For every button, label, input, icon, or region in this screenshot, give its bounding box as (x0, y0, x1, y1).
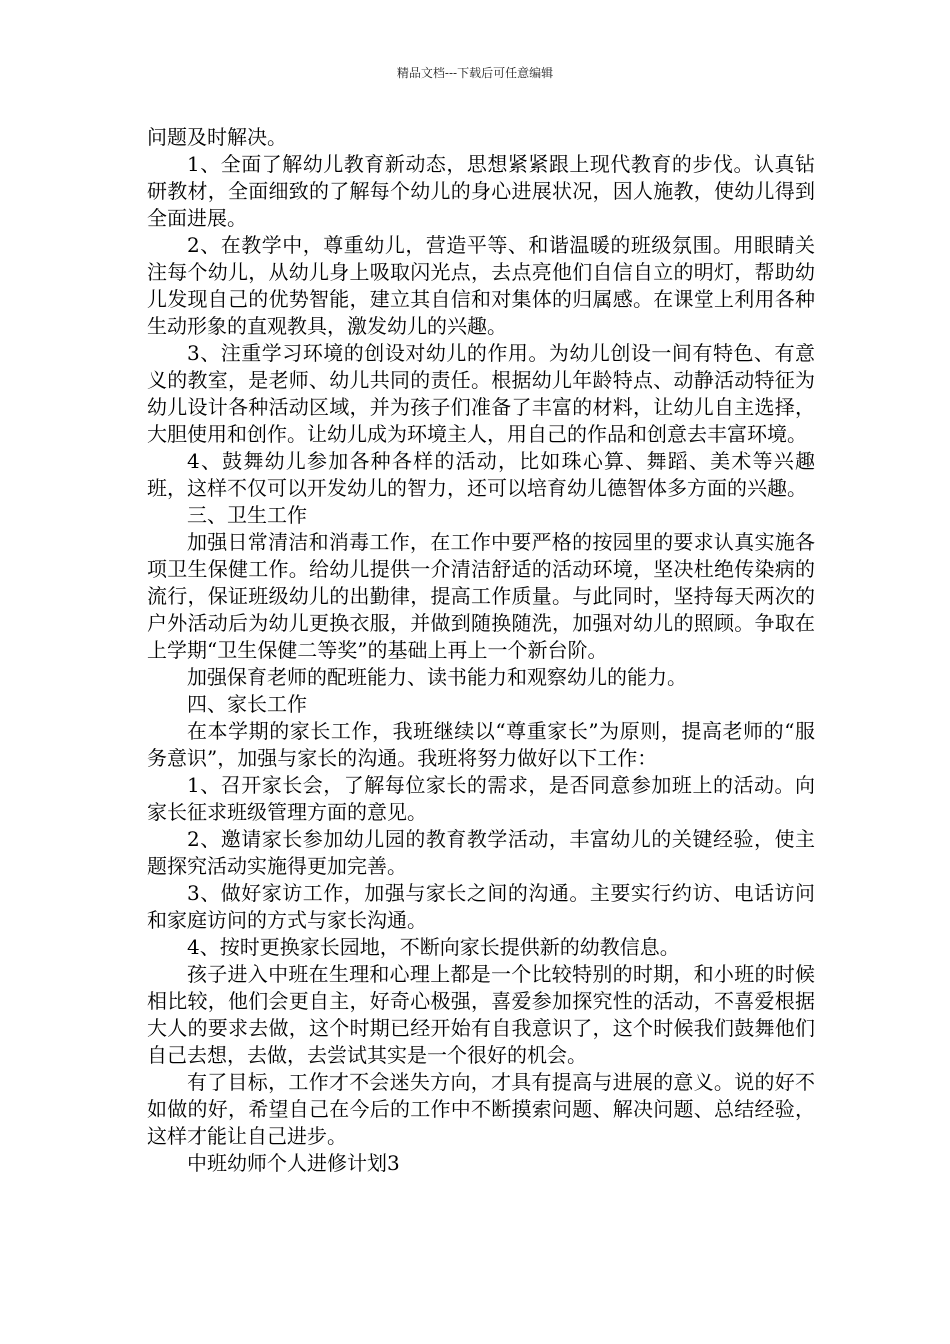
paragraph: 2、在教学中，尊重幼儿，营造平等、和谐温暖的班级氛围。用眼睛关注每个幼儿，从幼儿身上吸取闪光点，去点亮他们自信自立的明灯，帮助幼儿发现自己的优势智能，建立其自信和对集体的归属感。在课堂上利用各种生动形象的直观教具，激发幼儿的兴趣。 (147, 233, 815, 338)
paragraph: 1、召开家长会，了解每位家长的需求，是否同意参加班上的活动。向家长征求班级管理方面的意见。 (147, 773, 815, 824)
document-body (147, 124, 815, 1177)
paragraph: 1、全面了解幼儿教育新动态，思想紧紧跟上现代教育的步伐。认真钻研教材，全面细致的了解每个幼儿的身心进展状况，因人施教，使幼儿得到全面进展。 (147, 152, 815, 230)
paragraph: 三、卫生工作 (187, 503, 307, 527)
paragraph: 加强日常清洁和消毒工作，在工作中要严格的按园里的要求认真实施各项卫生保健工作。给幼儿提供一介清洁舒适的活动环境，坚决杜绝传染病的流行，保证班级幼儿的出勤律，提高工作质量。与此同时，坚持每天两次的户外活动后为幼儿更换衣服，并做到随换随洗，加强对幼儿的照顾。争取在上学期“卫生保健二等奖”的基础上再上一个新台阶。 (147, 530, 815, 662)
paragraph: 中班幼师个人进修计划3 (187, 1151, 400, 1175)
paragraph: 有了目标，工作才不会迷失方向，才具有提高与进展的意义。说的好不如做的好，希望自己在今后的工作中不断摸索问题、解决问题、总结经验，这样才能让自己进步。 (147, 1070, 815, 1148)
paragraph: 孩子进入中班在生理和心理上都是一个比较特别的时期，和小班的时候相比较，他们会更自主，好奇心极强，喜爱参加探究性的活动，不喜爱根据大人的要求去做，这个时期已经开始有自我意识了，这个时候我们鼓舞他们自己去想，去做，去尝试其实是一个很好的机会。 (147, 962, 815, 1067)
paragraph: 2、邀请家长参加幼儿园的教育教学活动，丰富幼儿的关键经验，使主题探究活动实施得更加完善。 (147, 827, 815, 878)
page-header: 精品文档---下载后可任意编辑 (396, 66, 554, 80)
paragraph: 4、按时更换家长园地，不断向家长提供新的幼教信息。 (187, 935, 680, 959)
paragraph: 问题及时解决。 (147, 125, 287, 149)
paragraph: 加强保育老师的配班能力、读书能力和观察幼儿的能力。 (187, 665, 687, 689)
paragraph: 四、家长工作 (187, 692, 307, 716)
paragraph: 3、做好家访工作，加强与家长之间的沟通。主要实行约访、电话访问和家庭访问的方式与家长沟通。 (147, 881, 815, 932)
paragraph: 3、注重学习环境的创设对幼儿的作用。为幼儿创设一间有特色、有意义的教室，是老师、幼儿共同的责任。根据幼儿年龄特点、动静活动特征为幼儿设计各种活动区域，并为孩子们准备了丰富的材料，让幼儿自主选择，大胆使用和创作。让幼儿成为环境主人，用自己的作品和创意去丰富环境。 (147, 341, 815, 446)
paragraph: 4、鼓舞幼儿参加各种各样的活动，比如珠心算、舞蹈、美术等兴趣班，这样不仅可以开发幼儿的智力，还可以培育幼儿德智体多方面的兴趣。 (147, 449, 815, 500)
paragraph: 在本学期的家长工作，我班继续以“尊重家长”为原则，提高老师的“服务意识”，加强与家长的沟通。我班将努力做好以下工作： (147, 719, 815, 770)
